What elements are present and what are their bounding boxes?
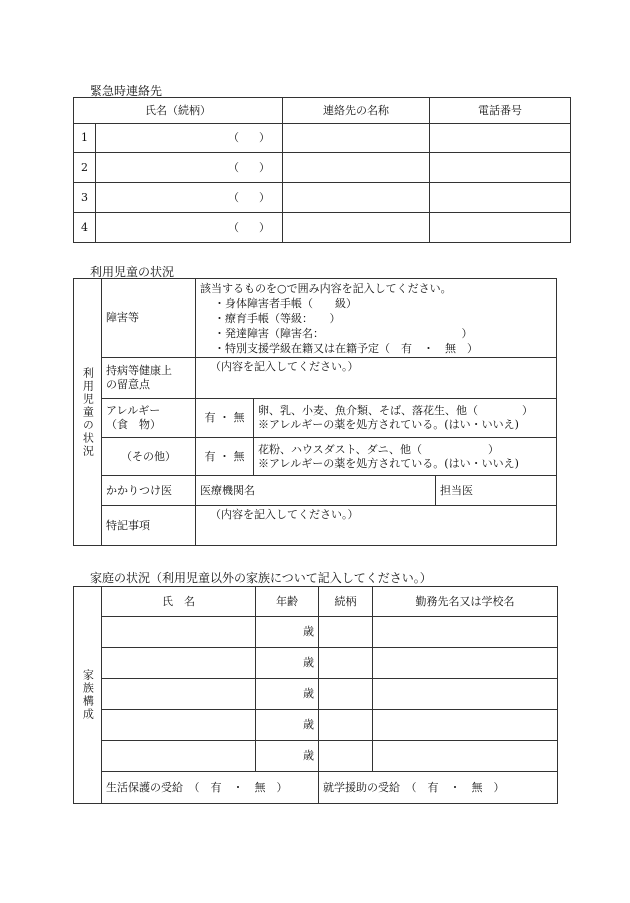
child-section-title: 利用児童の状況 xyxy=(90,265,175,279)
header-name-relation: 氏名（続柄） xyxy=(74,98,283,124)
family-name-field[interactable] xyxy=(102,710,256,741)
family-name-field[interactable] xyxy=(102,741,256,772)
special-support-class: ・特別支援学級在籍又は在籍予定（ 有 ・ 無 ） xyxy=(214,341,478,355)
workplace-field[interactable] xyxy=(373,648,558,679)
workplace-field[interactable] xyxy=(373,741,558,772)
table-row xyxy=(74,183,571,213)
table-row xyxy=(74,679,558,710)
family-doctor-label: かかりつけ医 xyxy=(102,476,196,506)
table-row xyxy=(74,648,558,679)
physical-disability-handbook: ・身体障害者手帳（ 級） xyxy=(214,296,357,310)
family-name-field[interactable] xyxy=(102,648,256,679)
relation-field[interactable] xyxy=(319,617,373,648)
emergency-contact-table xyxy=(73,97,571,243)
developmental-disorder: ・発達障害（障害名： ） xyxy=(214,326,473,340)
age-field[interactable]: 歳 xyxy=(256,741,319,772)
other-allergy-yes-no[interactable]: 有 ・ 無 xyxy=(196,438,254,476)
family-side-label: 家族構成 xyxy=(74,587,102,804)
age-field[interactable]: 歳 xyxy=(256,648,319,679)
disability-field[interactable] xyxy=(196,279,557,358)
table-row xyxy=(74,741,558,772)
header-contact-name: 連絡先の名称 xyxy=(283,98,430,124)
table-row xyxy=(74,710,558,741)
family-table xyxy=(73,586,558,804)
relation-field[interactable] xyxy=(319,710,373,741)
health-notes-field[interactable]: （内容を記入してください。） xyxy=(196,358,557,399)
other-allergy-detail[interactable]: 花粉、ハウスダスト、ダニ、他（ ） ※アレルギーの薬を処方されている。(はい・いいえ) xyxy=(254,438,557,476)
medical-institution-field[interactable]: 医療機関名 xyxy=(196,476,436,506)
contact-name-field[interactable] xyxy=(283,183,430,213)
child-status-side-label: 利用児童の状況 xyxy=(74,279,102,546)
table-row xyxy=(74,124,571,153)
workplace-field[interactable] xyxy=(373,617,558,648)
workplace-field[interactable] xyxy=(373,679,558,710)
header-name: 氏 名 xyxy=(102,587,256,617)
relation-field[interactable] xyxy=(319,648,373,679)
emergency-section-title: 緊急時連絡先 xyxy=(90,84,163,98)
contact-name-field[interactable] xyxy=(283,213,430,243)
family-section-title: 家庭の状況（利用児童以外の家族について記入してください。） xyxy=(90,571,432,585)
food-allergy-detail[interactable]: 卵、乳、小麦、魚介類、そば、落花生、他（ ） ※アレルギーの薬を処方されている。(はい・いいえ) xyxy=(254,399,557,438)
contact-name-field[interactable] xyxy=(283,124,430,153)
disability-instruction: 該当するものを○で囲み内容を記入してください。 xyxy=(200,281,452,295)
workplace-field[interactable] xyxy=(373,710,558,741)
welfare-receipt-field[interactable]: 生活保護の受給 （ 有 ・ 無 ） xyxy=(102,772,319,804)
special-notes-field[interactable]: （内容を記入してください。） xyxy=(196,506,557,546)
phone-field[interactable] xyxy=(430,124,571,153)
food-allergy-label: アレルギー （食 物） xyxy=(102,399,196,438)
name-relation-field[interactable]: （ ） xyxy=(96,213,283,243)
other-allergy-label: （その他） xyxy=(102,438,196,476)
disability-label: 障害等 xyxy=(102,279,196,358)
phone-field[interactable] xyxy=(430,183,571,213)
header-phone: 電話番号 xyxy=(430,98,571,124)
table-row xyxy=(74,617,558,648)
row-number: 2 xyxy=(74,153,96,183)
child-status-table xyxy=(73,278,557,546)
age-field[interactable]: 歳 xyxy=(256,617,319,648)
row-number: 4 xyxy=(74,213,96,243)
table-row xyxy=(74,213,571,243)
header-workplace-school: 勤務先名又は学校名 xyxy=(373,587,558,617)
age-field[interactable]: 歳 xyxy=(256,710,319,741)
family-name-field[interactable] xyxy=(102,617,256,648)
physician-field[interactable]: 担当医 xyxy=(436,476,557,506)
school-aid-receipt-field[interactable]: 就学援助の受給 （ 有 ・ 無 ） xyxy=(319,772,558,804)
age-field[interactable]: 歳 xyxy=(256,679,319,710)
contact-name-field[interactable] xyxy=(283,153,430,183)
health-notes-label: 持病等健康上 の留意点 xyxy=(102,358,196,399)
name-relation-field[interactable]: （ ） xyxy=(96,183,283,213)
row-number: 1 xyxy=(74,124,96,153)
rehabilitation-handbook: ・療育手帳（等級： ） xyxy=(214,311,341,325)
phone-field[interactable] xyxy=(430,153,571,183)
table-row xyxy=(74,153,571,183)
special-notes-label: 特記事項 xyxy=(102,506,196,546)
phone-field[interactable] xyxy=(430,213,571,243)
row-number: 3 xyxy=(74,183,96,213)
name-relation-field[interactable]: （ ） xyxy=(96,124,283,153)
food-allergy-yes-no[interactable]: 有 ・ 無 xyxy=(196,399,254,438)
relation-field[interactable] xyxy=(319,679,373,710)
name-relation-field[interactable]: （ ） xyxy=(96,153,283,183)
family-name-field[interactable] xyxy=(102,679,256,710)
header-relation: 続柄 xyxy=(319,587,373,617)
header-age: 年齢 xyxy=(256,587,319,617)
relation-field[interactable] xyxy=(319,741,373,772)
